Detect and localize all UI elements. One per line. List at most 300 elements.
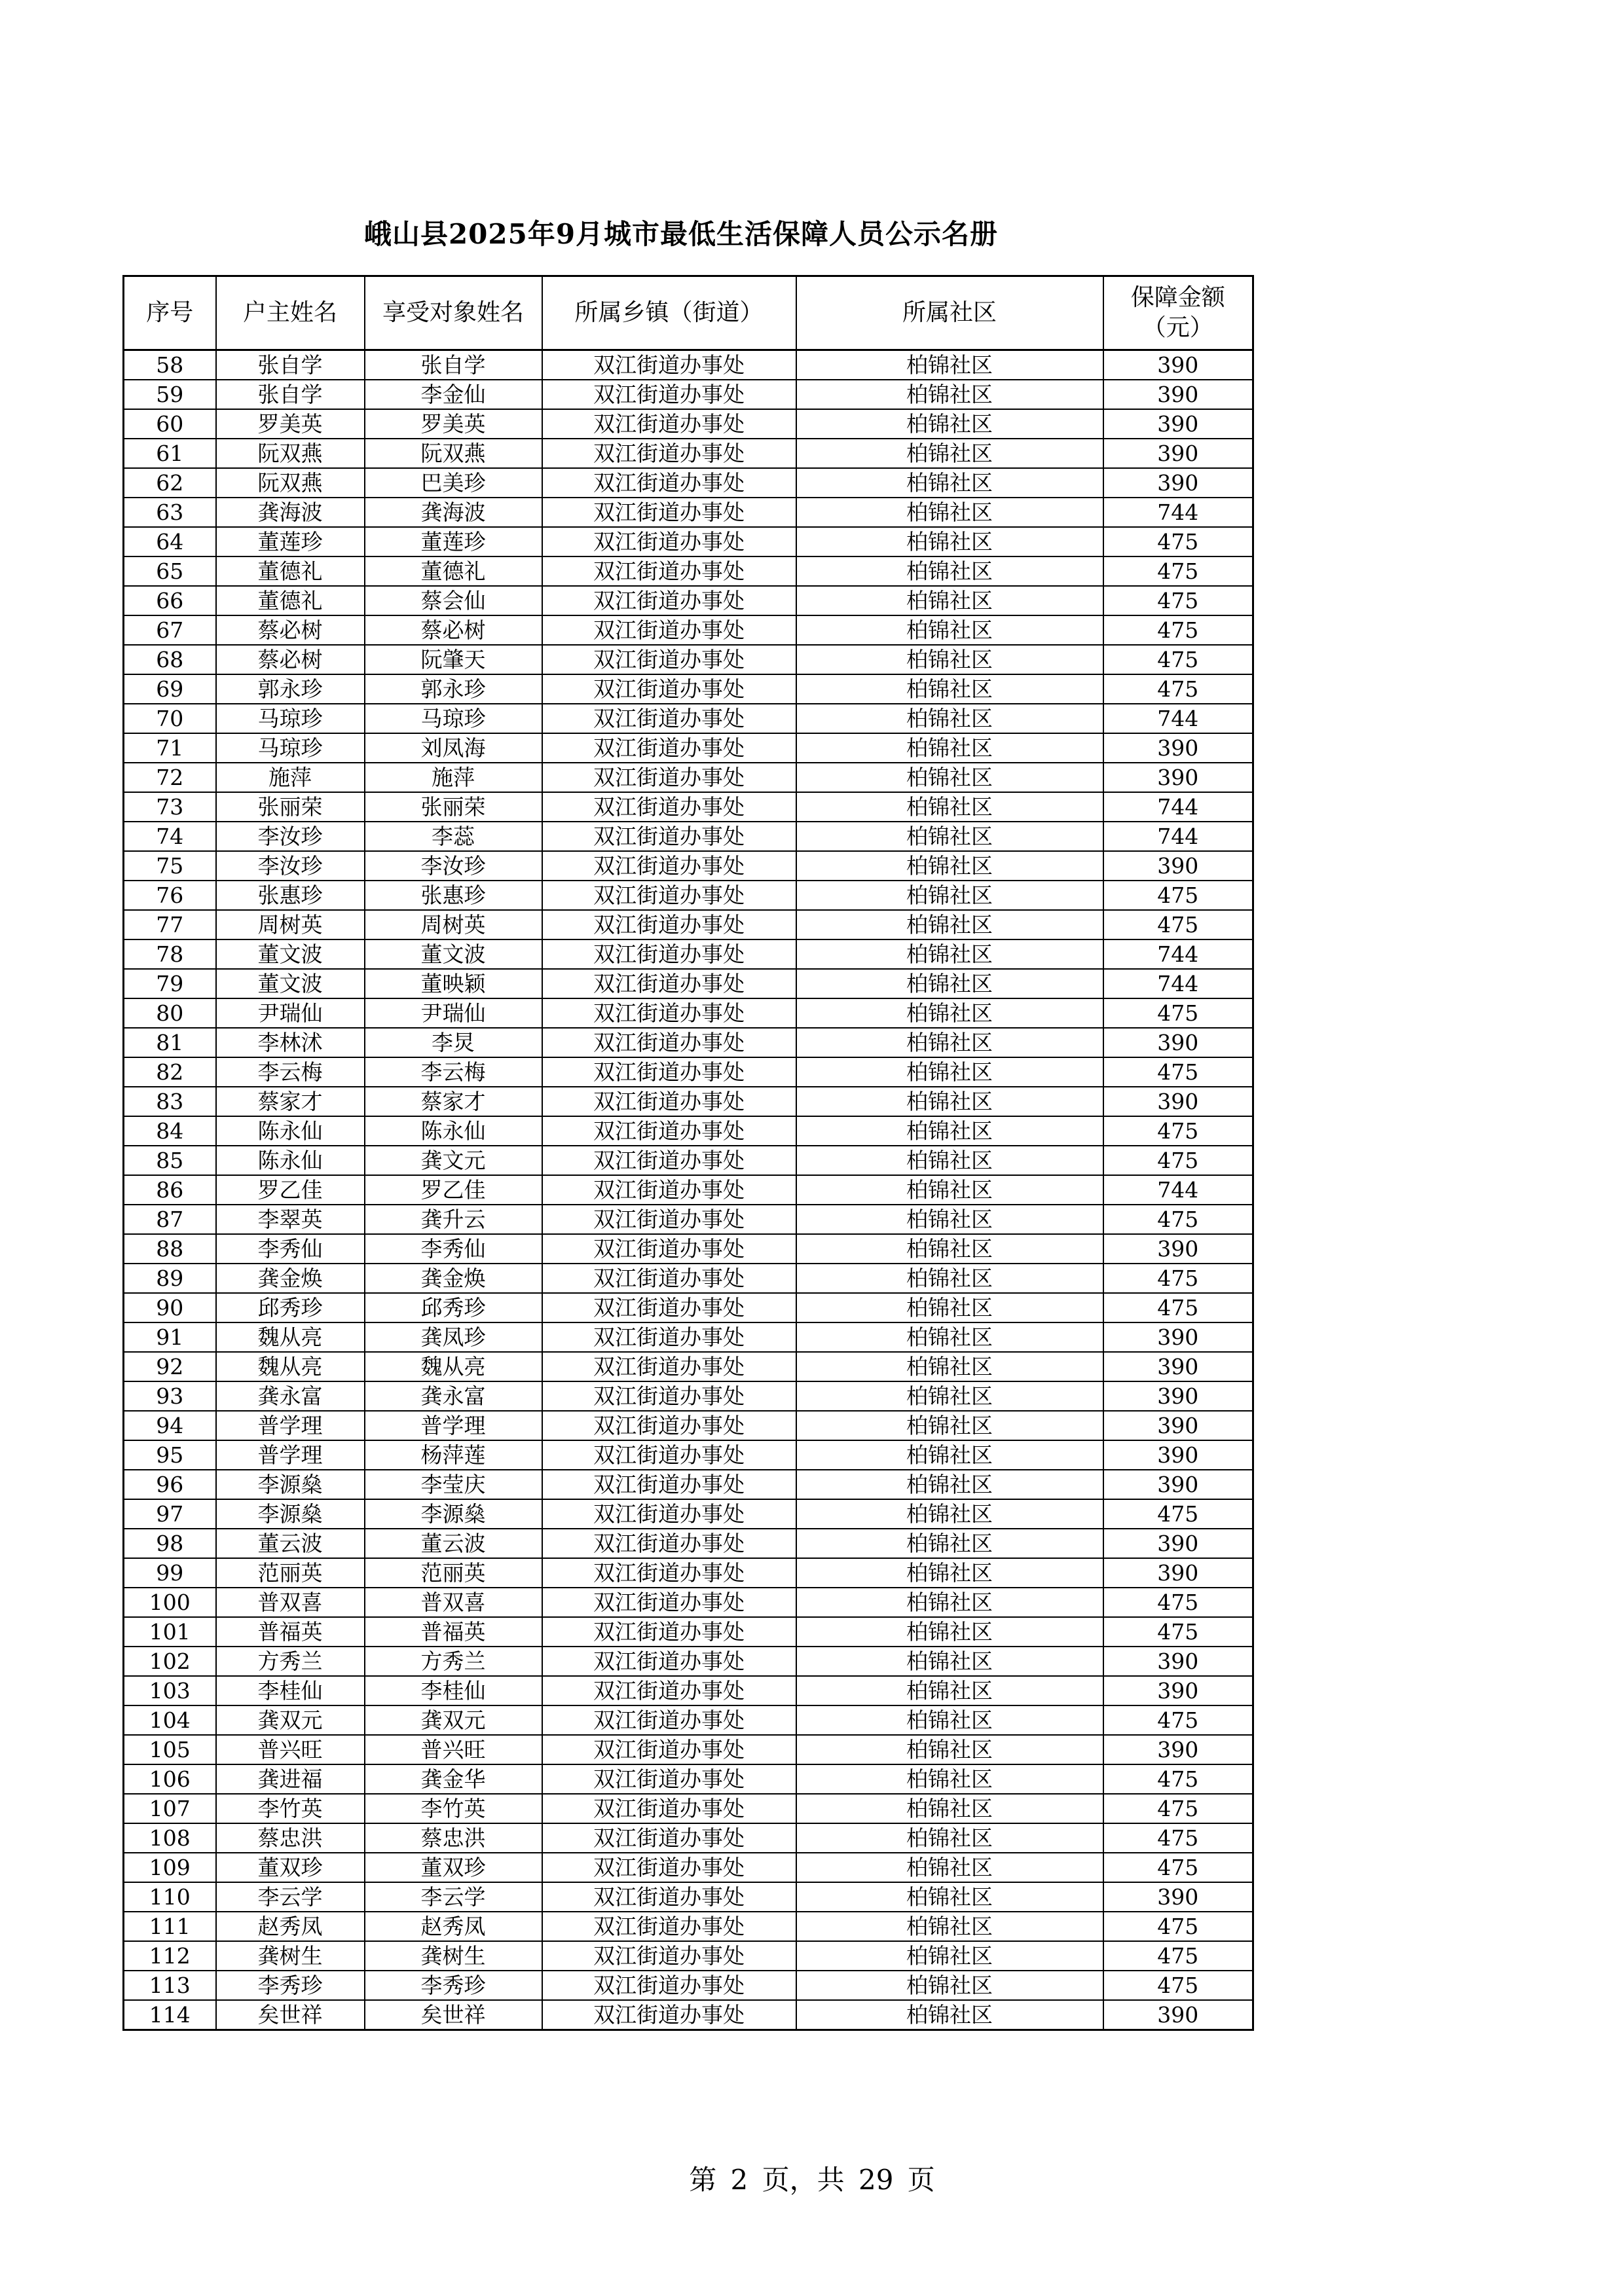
- cell-beneficiary: 阮肇天: [365, 645, 542, 674]
- cell-amount: 744: [1103, 822, 1253, 851]
- cell-beneficiary: 李云梅: [365, 1057, 542, 1087]
- table-row: [124, 498, 1253, 527]
- cell-beneficiary: 李金仙: [365, 380, 542, 409]
- cell-household-head: 方秀兰: [216, 1647, 365, 1676]
- cell-community: 柏锦社区: [796, 998, 1103, 1028]
- cell-community: 柏锦社区: [796, 1381, 1103, 1411]
- cell-township: 双江街道办事处: [542, 851, 796, 881]
- table-row: [124, 2000, 1253, 2030]
- roster-body: [124, 350, 1253, 2030]
- cell-index: 106: [124, 1764, 216, 1794]
- cell-community: 柏锦社区: [796, 939, 1103, 969]
- page-title: 峨山县2025年9月城市最低生活保障人员公示名册: [363, 218, 999, 250]
- cell-beneficiary: 矣世祥: [365, 2000, 542, 2030]
- cell-township: 双江街道办事处: [542, 350, 796, 380]
- cell-township: 双江街道办事处: [542, 674, 796, 704]
- cell-index: 102: [124, 1647, 216, 1676]
- cell-community: 柏锦社区: [796, 1764, 1103, 1794]
- table-row: [124, 998, 1253, 1028]
- table-row: [124, 1440, 1253, 1470]
- cell-community: 柏锦社区: [796, 350, 1103, 380]
- cell-community: 柏锦社区: [796, 1823, 1103, 1853]
- cell-index: 60: [124, 409, 216, 439]
- cell-community: 柏锦社区: [796, 527, 1103, 556]
- cell-household-head: 龚金焕: [216, 1264, 365, 1293]
- header-beneficiary: 享受对象姓名: [365, 276, 542, 350]
- cell-household-head: 阮双燕: [216, 439, 365, 468]
- cell-amount: 744: [1103, 498, 1253, 527]
- cell-index: 66: [124, 586, 216, 615]
- cell-household-head: 尹瑞仙: [216, 998, 365, 1028]
- cell-index: 107: [124, 1794, 216, 1823]
- cell-community: 柏锦社区: [796, 468, 1103, 498]
- cell-township: 双江街道办事处: [542, 881, 796, 910]
- cell-amount: 390: [1103, 350, 1253, 380]
- cell-index: 78: [124, 939, 216, 969]
- cell-amount: 475: [1103, 1057, 1253, 1087]
- cell-household-head: 周树英: [216, 910, 365, 939]
- cell-community: 柏锦社区: [796, 1205, 1103, 1234]
- cell-household-head: 普学理: [216, 1411, 365, 1440]
- cell-amount: 390: [1103, 1529, 1253, 1558]
- cell-amount: 475: [1103, 1499, 1253, 1529]
- table-row: [124, 527, 1253, 556]
- cell-household-head: 董莲珍: [216, 527, 365, 556]
- table-row: [124, 733, 1253, 763]
- cell-amount: 475: [1103, 527, 1253, 556]
- cell-beneficiary: 龚升云: [365, 1205, 542, 1234]
- cell-beneficiary: 李莹庆: [365, 1470, 542, 1499]
- cell-beneficiary: 龚树生: [365, 1941, 542, 1971]
- cell-household-head: 董文波: [216, 939, 365, 969]
- table-row: [124, 1293, 1253, 1322]
- cell-township: 双江街道办事处: [542, 763, 796, 792]
- cell-township: 双江街道办事处: [542, 1293, 796, 1322]
- cell-index: 100: [124, 1588, 216, 1617]
- cell-household-head: 蔡家才: [216, 1087, 365, 1116]
- cell-index: 67: [124, 615, 216, 645]
- cell-household-head: 李竹英: [216, 1794, 365, 1823]
- cell-household-head: 矣世祥: [216, 2000, 365, 2030]
- cell-township: 双江街道办事处: [542, 1470, 796, 1499]
- cell-household-head: 李桂仙: [216, 1676, 365, 1705]
- table-row: [124, 1588, 1253, 1617]
- cell-community: 柏锦社区: [796, 1234, 1103, 1264]
- cell-township: 双江街道办事处: [542, 1146, 796, 1175]
- cell-community: 柏锦社区: [796, 674, 1103, 704]
- cell-amount: 744: [1103, 969, 1253, 998]
- cell-household-head: 蔡忠洪: [216, 1823, 365, 1853]
- cell-index: 112: [124, 1941, 216, 1971]
- cell-beneficiary: 董双珍: [365, 1853, 542, 1882]
- cell-beneficiary: 李云学: [365, 1882, 542, 1912]
- cell-township: 双江街道办事处: [542, 733, 796, 763]
- cell-index: 70: [124, 704, 216, 733]
- cell-beneficiary: 龚金华: [365, 1764, 542, 1794]
- cell-township: 双江街道办事处: [542, 527, 796, 556]
- page-footer: 第 2 页，共 29 页: [689, 2164, 935, 2196]
- cell-index: 77: [124, 910, 216, 939]
- cell-community: 柏锦社区: [796, 498, 1103, 527]
- cell-index: 90: [124, 1293, 216, 1322]
- cell-community: 柏锦社区: [796, 1028, 1103, 1057]
- cell-household-head: 施萍: [216, 763, 365, 792]
- table-row: [124, 1941, 1253, 1971]
- table-row: [124, 468, 1253, 498]
- table-row: [124, 1882, 1253, 1912]
- cell-community: 柏锦社区: [796, 1705, 1103, 1735]
- cell-amount: 390: [1103, 1735, 1253, 1764]
- cell-township: 双江街道办事处: [542, 615, 796, 645]
- cell-household-head: 普兴旺: [216, 1735, 365, 1764]
- cell-beneficiary: 魏从亮: [365, 1352, 542, 1381]
- cell-beneficiary: 邱秀珍: [365, 1293, 542, 1322]
- cell-beneficiary: 李源燊: [365, 1499, 542, 1529]
- table-row: [124, 969, 1253, 998]
- cell-beneficiary: 赵秀凤: [365, 1912, 542, 1941]
- cell-beneficiary: 蔡会仙: [365, 586, 542, 615]
- cell-community: 柏锦社区: [796, 1470, 1103, 1499]
- cell-beneficiary: 马琼珍: [365, 704, 542, 733]
- cell-beneficiary: 尹瑞仙: [365, 998, 542, 1028]
- cell-amount: 390: [1103, 1381, 1253, 1411]
- cell-index: 79: [124, 969, 216, 998]
- cell-amount: 475: [1103, 1264, 1253, 1293]
- cell-index: 73: [124, 792, 216, 822]
- table-row: [124, 1647, 1253, 1676]
- cell-household-head: 张丽荣: [216, 792, 365, 822]
- table-row: [124, 704, 1253, 733]
- cell-household-head: 龚永富: [216, 1381, 365, 1411]
- cell-household-head: 董云波: [216, 1529, 365, 1558]
- cell-index: 80: [124, 998, 216, 1028]
- cell-township: 双江街道办事处: [542, 556, 796, 586]
- cell-household-head: 阮双燕: [216, 468, 365, 498]
- header-community: 所属社区: [796, 276, 1103, 350]
- cell-township: 双江街道办事处: [542, 998, 796, 1028]
- cell-beneficiary: 巴美珍: [365, 468, 542, 498]
- cell-index: 87: [124, 1205, 216, 1234]
- table-row: [124, 1794, 1253, 1823]
- table-row: [124, 674, 1253, 704]
- cell-index: 64: [124, 527, 216, 556]
- table-row: [124, 763, 1253, 792]
- cell-household-head: 董德礼: [216, 556, 365, 586]
- cell-index: 105: [124, 1735, 216, 1764]
- table-row: [124, 1558, 1253, 1588]
- cell-household-head: 陈永仙: [216, 1116, 365, 1146]
- cell-community: 柏锦社区: [796, 1293, 1103, 1322]
- cell-index: 81: [124, 1028, 216, 1057]
- cell-household-head: 董德礼: [216, 586, 365, 615]
- cell-community: 柏锦社区: [796, 792, 1103, 822]
- cell-index: 82: [124, 1057, 216, 1087]
- cell-community: 柏锦社区: [796, 1971, 1103, 2000]
- cell-community: 柏锦社区: [796, 1116, 1103, 1146]
- table-row: [124, 1057, 1253, 1087]
- cell-beneficiary: 施萍: [365, 763, 542, 792]
- cell-township: 双江街道办事处: [542, 1941, 796, 1971]
- header-index: 序号: [124, 276, 216, 350]
- cell-beneficiary: 龚海波: [365, 498, 542, 527]
- cell-household-head: 蔡必树: [216, 615, 365, 645]
- table-row: [124, 1205, 1253, 1234]
- cell-beneficiary: 李桂仙: [365, 1676, 542, 1705]
- cell-community: 柏锦社区: [796, 409, 1103, 439]
- cell-township: 双江街道办事处: [542, 1264, 796, 1293]
- cell-township: 双江街道办事处: [542, 1912, 796, 1941]
- cell-beneficiary: 李炅: [365, 1028, 542, 1057]
- cell-amount: 390: [1103, 733, 1253, 763]
- cell-amount: 390: [1103, 851, 1253, 881]
- cell-community: 柏锦社区: [796, 645, 1103, 674]
- cell-amount: 744: [1103, 704, 1253, 733]
- cell-community: 柏锦社区: [796, 1264, 1103, 1293]
- cell-index: 59: [124, 380, 216, 409]
- cell-beneficiary: 罗美英: [365, 409, 542, 439]
- table-row: [124, 556, 1253, 586]
- cell-beneficiary: 蔡家才: [365, 1087, 542, 1116]
- cell-index: 113: [124, 1971, 216, 2000]
- cell-township: 双江街道办事处: [542, 1529, 796, 1558]
- cell-township: 双江街道办事处: [542, 409, 796, 439]
- cell-township: 双江街道办事处: [542, 1735, 796, 1764]
- table-row: [124, 1028, 1253, 1057]
- table-header-row: [124, 276, 1253, 350]
- cell-township: 双江街道办事处: [542, 1087, 796, 1116]
- cell-township: 双江街道办事处: [542, 1205, 796, 1234]
- cell-township: 双江街道办事处: [542, 1794, 796, 1823]
- cell-community: 柏锦社区: [796, 910, 1103, 939]
- cell-community: 柏锦社区: [796, 851, 1103, 881]
- cell-index: 111: [124, 1912, 216, 1941]
- cell-household-head: 李汝珍: [216, 822, 365, 851]
- cell-amount: 744: [1103, 792, 1253, 822]
- cell-community: 柏锦社区: [796, 439, 1103, 468]
- cell-beneficiary: 龚凤珍: [365, 1322, 542, 1352]
- cell-beneficiary: 张惠珍: [365, 881, 542, 910]
- cell-index: 101: [124, 1617, 216, 1647]
- cell-household-head: 魏从亮: [216, 1322, 365, 1352]
- cell-beneficiary: 董德礼: [365, 556, 542, 586]
- cell-index: 76: [124, 881, 216, 910]
- cell-community: 柏锦社区: [796, 1676, 1103, 1705]
- table-row: [124, 1705, 1253, 1735]
- cell-township: 双江街道办事处: [542, 1116, 796, 1146]
- table-row: [124, 1529, 1253, 1558]
- cell-township: 双江街道办事处: [542, 498, 796, 527]
- roster-table: [122, 275, 1254, 2031]
- cell-household-head: 张惠珍: [216, 881, 365, 910]
- table-row: [124, 1087, 1253, 1116]
- cell-beneficiary: 李秀仙: [365, 1234, 542, 1264]
- cell-amount: 390: [1103, 1087, 1253, 1116]
- cell-township: 双江街道办事处: [542, 1028, 796, 1057]
- cell-beneficiary: 周树英: [365, 910, 542, 939]
- cell-township: 双江街道办事处: [542, 1381, 796, 1411]
- cell-beneficiary: 龚文元: [365, 1146, 542, 1175]
- cell-amount: 475: [1103, 1853, 1253, 1882]
- cell-amount: 475: [1103, 645, 1253, 674]
- table-row: [124, 1116, 1253, 1146]
- cell-community: 柏锦社区: [796, 556, 1103, 586]
- table-row: [124, 1735, 1253, 1764]
- cell-community: 柏锦社区: [796, 733, 1103, 763]
- cell-community: 柏锦社区: [796, 1087, 1103, 1116]
- cell-township: 双江街道办事处: [542, 1882, 796, 1912]
- cell-beneficiary: 杨萍莲: [365, 1440, 542, 1470]
- cell-beneficiary: 董文波: [365, 939, 542, 969]
- cell-township: 双江街道办事处: [542, 1647, 796, 1676]
- cell-community: 柏锦社区: [796, 1912, 1103, 1941]
- cell-township: 双江街道办事处: [542, 1352, 796, 1381]
- cell-amount: 390: [1103, 1411, 1253, 1440]
- cell-township: 双江街道办事处: [542, 1175, 796, 1205]
- cell-household-head: 李秀珍: [216, 1971, 365, 2000]
- cell-township: 双江街道办事处: [542, 1322, 796, 1352]
- header-township: 所属乡镇（街道）: [542, 276, 796, 350]
- table-row: [124, 1411, 1253, 1440]
- cell-index: 99: [124, 1558, 216, 1588]
- cell-beneficiary: 蔡忠洪: [365, 1823, 542, 1853]
- cell-household-head: 罗美英: [216, 409, 365, 439]
- cell-township: 双江街道办事处: [542, 439, 796, 468]
- cell-township: 双江街道办事处: [542, 380, 796, 409]
- cell-index: 88: [124, 1234, 216, 1264]
- cell-index: 84: [124, 1116, 216, 1146]
- cell-beneficiary: 龚双元: [365, 1705, 542, 1735]
- cell-amount: 475: [1103, 1764, 1253, 1794]
- cell-index: 75: [124, 851, 216, 881]
- cell-beneficiary: 阮双燕: [365, 439, 542, 468]
- table-row: [124, 1676, 1253, 1705]
- cell-amount: 390: [1103, 763, 1253, 792]
- cell-community: 柏锦社区: [796, 1941, 1103, 1971]
- table-row: [124, 1499, 1253, 1529]
- cell-amount: 475: [1103, 615, 1253, 645]
- cell-township: 双江街道办事处: [542, 1617, 796, 1647]
- header-amount: [1103, 276, 1253, 350]
- cell-amount: 744: [1103, 939, 1253, 969]
- cell-amount: 475: [1103, 910, 1253, 939]
- table-row: [124, 881, 1253, 910]
- table-row: [124, 1381, 1253, 1411]
- cell-beneficiary: 龚永富: [365, 1381, 542, 1411]
- cell-beneficiary: 董云波: [365, 1529, 542, 1558]
- cell-community: 柏锦社区: [796, 704, 1103, 733]
- table-row: [124, 1912, 1253, 1941]
- cell-household-head: 马琼珍: [216, 733, 365, 763]
- cell-township: 双江街道办事处: [542, 910, 796, 939]
- cell-amount: 475: [1103, 1912, 1253, 1941]
- cell-township: 双江街道办事处: [542, 1588, 796, 1617]
- cell-amount: 390: [1103, 409, 1253, 439]
- table-row: [124, 409, 1253, 439]
- cell-household-head: 李云学: [216, 1882, 365, 1912]
- cell-community: 柏锦社区: [796, 1057, 1103, 1087]
- cell-community: 柏锦社区: [796, 1558, 1103, 1588]
- cell-amount: 475: [1103, 1823, 1253, 1853]
- cell-township: 双江街道办事处: [542, 1705, 796, 1735]
- cell-township: 双江街道办事处: [542, 1823, 796, 1853]
- cell-household-head: 董双珍: [216, 1853, 365, 1882]
- cell-community: 柏锦社区: [796, 615, 1103, 645]
- cell-community: 柏锦社区: [796, 1322, 1103, 1352]
- cell-household-head: 蔡必树: [216, 645, 365, 674]
- cell-township: 双江街道办事处: [542, 1234, 796, 1264]
- cell-index: 58: [124, 350, 216, 380]
- cell-household-head: 龚双元: [216, 1705, 365, 1735]
- cell-amount: 390: [1103, 1882, 1253, 1912]
- cell-community: 柏锦社区: [796, 763, 1103, 792]
- cell-beneficiary: 普学理: [365, 1411, 542, 1440]
- cell-beneficiary: 蔡必树: [365, 615, 542, 645]
- cell-household-head: 普双喜: [216, 1588, 365, 1617]
- table-row: [124, 792, 1253, 822]
- cell-community: 柏锦社区: [796, 380, 1103, 409]
- table-row: [124, 645, 1253, 674]
- cell-amount: 390: [1103, 439, 1253, 468]
- cell-amount: 390: [1103, 1647, 1253, 1676]
- cell-beneficiary: 董映颖: [365, 969, 542, 998]
- table-row: [124, 1853, 1253, 1882]
- table-row: [124, 1352, 1253, 1381]
- cell-household-head: 李汝珍: [216, 851, 365, 881]
- cell-index: 71: [124, 733, 216, 763]
- cell-amount: 390: [1103, 1440, 1253, 1470]
- cell-amount: 475: [1103, 1205, 1253, 1234]
- cell-beneficiary: 陈永仙: [365, 1116, 542, 1146]
- cell-township: 双江街道办事处: [542, 468, 796, 498]
- cell-index: 65: [124, 556, 216, 586]
- cell-township: 双江街道办事处: [542, 822, 796, 851]
- cell-index: 104: [124, 1705, 216, 1735]
- table-row: [124, 1764, 1253, 1794]
- cell-index: 85: [124, 1146, 216, 1175]
- table-row: [124, 586, 1253, 615]
- cell-beneficiary: 方秀兰: [365, 1647, 542, 1676]
- cell-amount: 390: [1103, 1676, 1253, 1705]
- cell-beneficiary: 李蕊: [365, 822, 542, 851]
- cell-household-head: 魏从亮: [216, 1352, 365, 1381]
- table-row: [124, 439, 1253, 468]
- cell-beneficiary: 刘凤海: [365, 733, 542, 763]
- cell-community: 柏锦社区: [796, 822, 1103, 851]
- cell-index: 61: [124, 439, 216, 468]
- cell-beneficiary: 普福英: [365, 1617, 542, 1647]
- cell-beneficiary: 普双喜: [365, 1588, 542, 1617]
- cell-township: 双江街道办事处: [542, 1057, 796, 1087]
- cell-community: 柏锦社区: [796, 1647, 1103, 1676]
- cell-beneficiary: 李竹英: [365, 1794, 542, 1823]
- cell-index: 74: [124, 822, 216, 851]
- cell-township: 双江街道办事处: [542, 1764, 796, 1794]
- cell-index: 114: [124, 2000, 216, 2030]
- cell-household-head: 郭永珍: [216, 674, 365, 704]
- table-row: [124, 1617, 1253, 1647]
- cell-township: 双江街道办事处: [542, 969, 796, 998]
- cell-amount: 475: [1103, 1588, 1253, 1617]
- cell-index: 92: [124, 1352, 216, 1381]
- cell-index: 110: [124, 1882, 216, 1912]
- cell-community: 柏锦社区: [796, 586, 1103, 615]
- cell-township: 双江街道办事处: [542, 2000, 796, 2030]
- cell-index: 83: [124, 1087, 216, 1116]
- cell-index: 94: [124, 1411, 216, 1440]
- cell-index: 91: [124, 1322, 216, 1352]
- cell-beneficiary: 张自学: [365, 350, 542, 380]
- cell-community: 柏锦社区: [796, 1146, 1103, 1175]
